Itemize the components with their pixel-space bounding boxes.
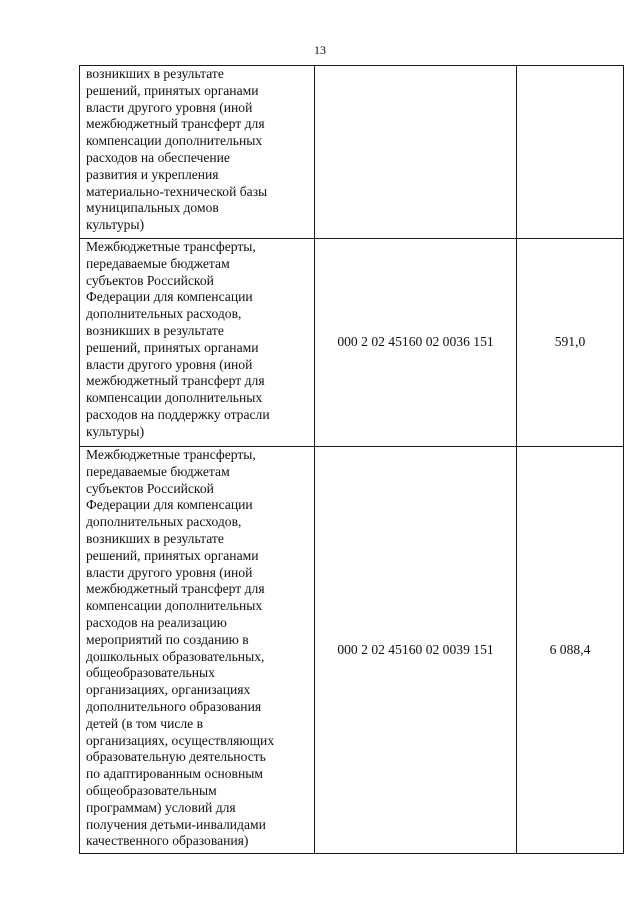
row-name-line: возникших в результате [86,530,224,546]
row-name-line: передаваемые бюджетам [86,463,230,479]
row-name-line: расходов на реализацию [86,614,227,630]
row-name-line: организациях, организациях [86,682,251,698]
row-name-line: мероприятий по созданию в [86,631,249,647]
row-name-line: культуры) [86,217,145,233]
row-sum-cell: 6 088,4 [517,447,624,854]
row-name-line: материально-технической базы [86,183,268,199]
row-name-line: Федерации для компенсации [86,497,253,513]
row-name-cell [80,447,315,854]
budget-table [79,65,624,854]
row-name-line: дополнительных расходов, [86,306,242,322]
row-name-line: образовательную деятельность [86,749,266,765]
row-name-line: дошкольных образовательных, [86,648,265,664]
row-name-line: общеобразовательным [86,782,217,798]
row-name-line: межбюджетный трансферт для [86,373,265,389]
table-row [80,239,624,447]
row-name-line: дополнительного образования [86,698,262,714]
row-name-line: Межбюджетные трансферты, [86,447,256,462]
row-name-line: детей (в том числе в [86,715,204,731]
row-name-line: культуры) [86,423,145,439]
row-name-line: возникших в результате [86,66,224,81]
row-name-line: межбюджетный трансферт для [86,581,265,597]
row-name-line: власти другого уровня (иной [86,564,253,580]
table-row [80,66,624,239]
row-name-line: дополнительных расходов, [86,514,242,530]
row-name-cell [80,239,315,447]
row-sum-cell [517,66,624,239]
table-row [80,447,624,854]
row-code-cell: 000 2 02 45160 02 0039 151 [315,447,517,854]
row-name-line: межбюджетный трансферт для [86,116,265,132]
row-name-line: субъектов Российской [86,480,214,496]
row-name-line: расходов на поддержку отрасли [86,406,270,422]
row-name-line: организациях, осуществляющих [86,732,275,748]
page-number: 13 [314,43,326,57]
row-sum-cell: 591,0 [517,239,624,447]
row-name-cell [80,66,315,239]
row-name-line: развития и укрепления [86,166,219,182]
row-name-line: передаваемые бюджетам [86,255,230,271]
row-name-line: получения детьми-инвалидами [86,816,266,832]
row-name-line: качественного образования) [86,833,249,849]
row-name-line: общеобразовательных [86,665,215,681]
row-name-line: компенсации дополнительных [86,598,263,614]
row-name-line: программам) условий для [86,799,236,815]
row-name-line: муниципальных домов [86,200,219,216]
row-name-line: компенсации дополнительных [86,390,263,406]
row-name-line: решений, принятых органами [86,339,259,355]
row-name-line: компенсации дополнительных [86,133,263,149]
row-name-line: Межбюджетные трансферты, [86,239,256,254]
row-code-cell: 000 2 02 45160 02 0036 151 [315,239,517,447]
row-name-line: Федерации для компенсации [86,289,253,305]
row-name-line: субъектов Российской [86,272,214,288]
row-name-line: возникших в результате [86,322,224,338]
row-code-cell [315,66,517,239]
row-name-line: решений, принятых органами [86,547,259,563]
table-body [80,66,624,854]
row-name-line: расходов на обеспечение [86,149,230,165]
row-name-line: решений, принятых органами [86,82,259,98]
row-name-line: власти другого уровня (иной [86,356,253,372]
row-name-line: власти другого уровня (иной [86,99,253,115]
row-name-line: по адаптированным основным [86,766,263,782]
